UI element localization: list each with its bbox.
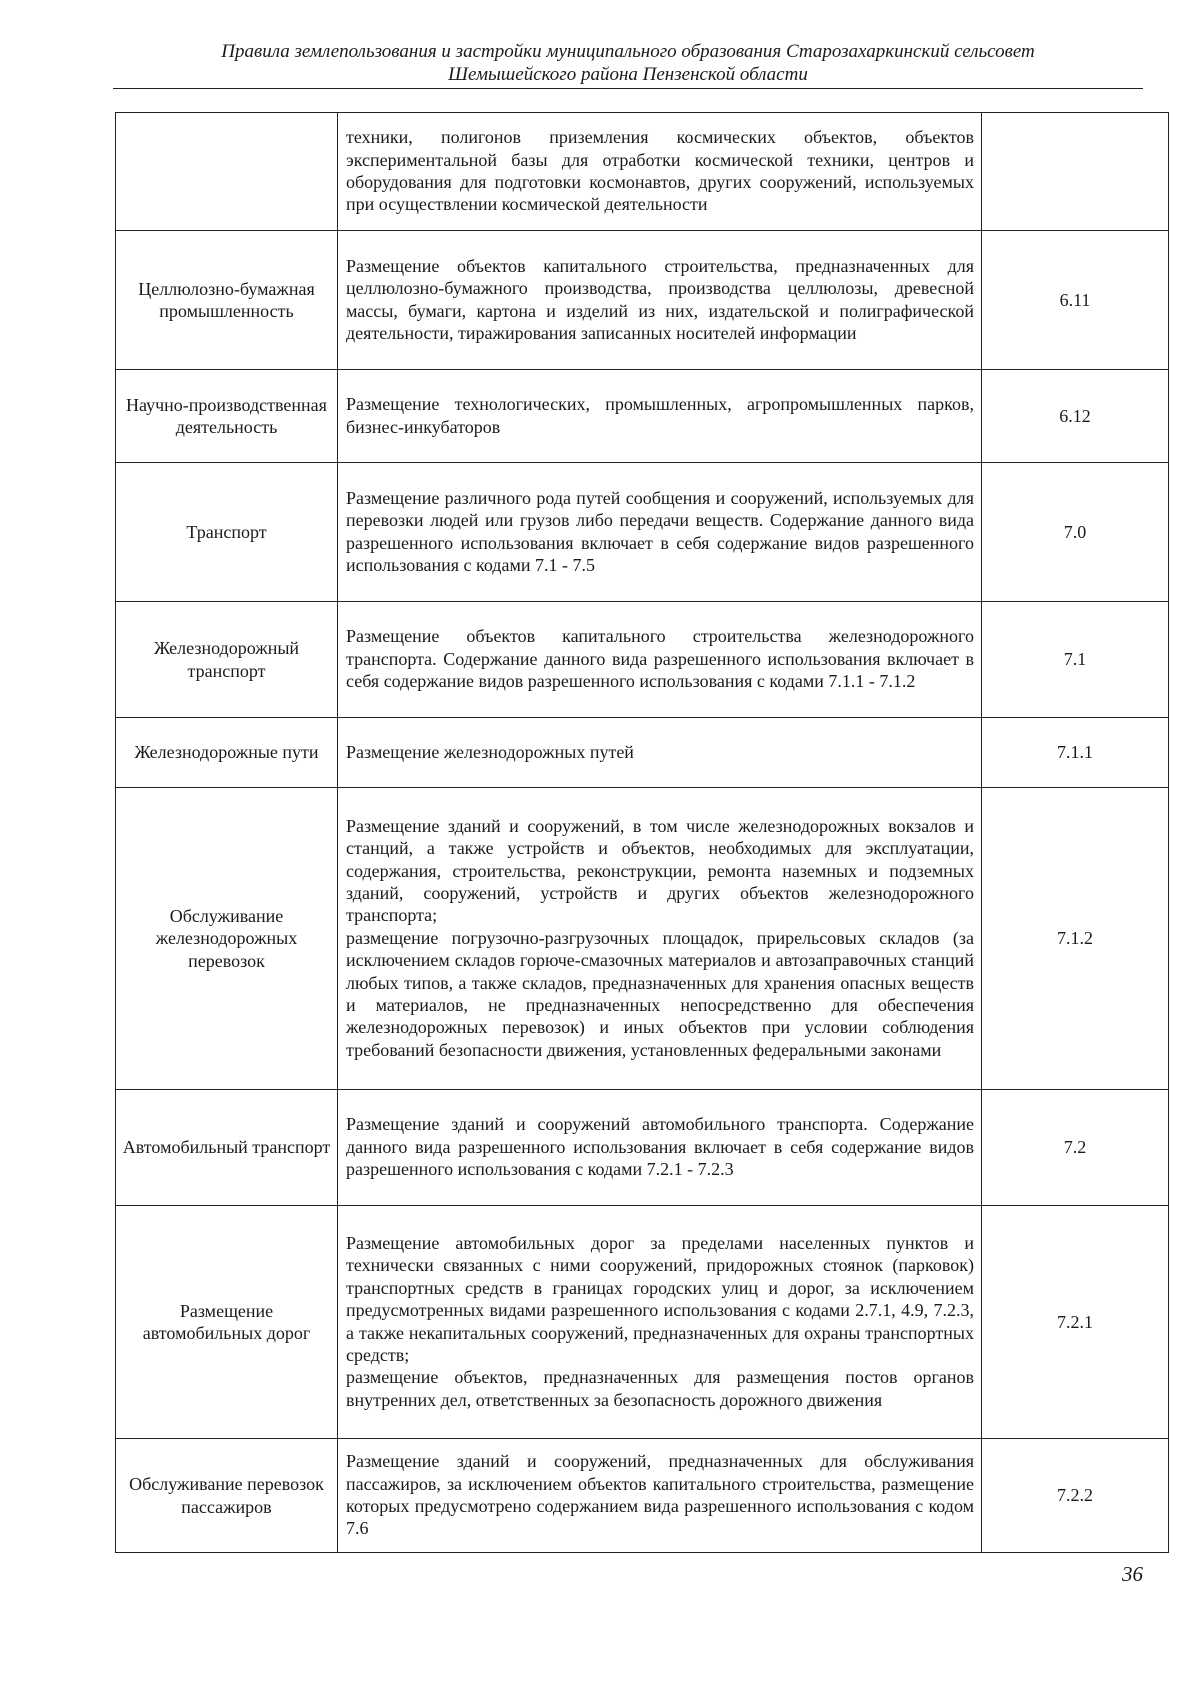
table-row [116,602,1169,718]
use-name-cell: Целлюлозно-бумажная промышленность [116,231,338,370]
use-description-cell [338,788,982,1090]
table-row [116,1206,1169,1439]
table-row [116,1439,1169,1553]
table-row [116,718,1169,788]
use-name-cell: Обслуживание железнодорожных перевозок [116,788,338,1090]
page-number: 36 [1122,1562,1143,1586]
use-description-cell: техники, полигонов приземления космических объектов, объектов экспериментальной базы для отработки космической техники, центров и оборудования для подготовки космонавтов, других сооружений, используемых при осуществлении космической деятельности [338,113,982,231]
use-code-cell: 7.1.2 [982,788,1169,1090]
land-use-table [115,112,1169,1553]
use-description-cell [338,1206,982,1439]
header-rule [113,88,1143,89]
use-name-cell: Обслуживание перевозок пассажиров [116,1439,338,1553]
table-row [116,1090,1169,1206]
use-name-cell: Железнодорожные пути [116,718,338,788]
use-code-cell: 7.2 [982,1090,1169,1206]
use-description-cell: Размещение технологических, промышленных, агропромышленных парков, бизнес-инкубаторов [338,370,982,463]
description-paragraph: размещение объектов, предназначенных для размещения постов органов внутренних дел, ответственных за безопасность дорожного движения [346,1367,974,1410]
use-name-cell: Научно-производственная деятельность [116,370,338,463]
use-name-cell: Железнодорожный транспорт [116,602,338,718]
table-row [116,113,1169,231]
use-code-cell: 7.1 [982,602,1169,718]
use-name-cell: Транспорт [116,463,338,602]
use-code-cell: 7.0 [982,463,1169,602]
description-paragraph: размещение погрузочно-разгрузочных площадок, прирельсовых складов (за исключением складов горюче-смазочных материалов и автозаправочных станций любых типов, а также складов, предназначенных для хранения опасных веществ и материалов, не предназначенных непосредственно для обеспечения железнодорожных перевозок) и иных объектов при условии соблюдения требований безопасности движения, установленных федеральными законами [346,927,974,1060]
use-name-cell: Автомобильный транспорт [116,1090,338,1206]
use-description-cell: Размещение железнодорожных путей [338,718,982,788]
description-paragraph: Размещение автомобильных дорог за пределами населенных пунктов и технически связанных с ними сооружений, придорожных стоянок (парковок) транспортных средств в границах городских улиц и дорог, за исключением предусмотренных видами разрешенного использования с кодами 2.7.1, 4.9, 7.2.3, а также некапитальных сооружений, предназначенных для охраны транспортных средств; [346,1232,974,1365]
use-code-cell: 7.2.1 [982,1206,1169,1439]
table-row [116,231,1169,370]
table-row [116,370,1169,463]
table-row [116,788,1169,1090]
use-description-cell: Размещение объектов капитального строительства железнодорожного транспорта. Содержание данного вида разрешенного использования включает в себя содержание видов разрешенного использования с кодами 7.1.1 - 7.1.2 [338,602,982,718]
use-name-cell: Размещение автомобильных дорог [116,1206,338,1439]
use-code-cell [982,113,1169,231]
use-description-cell: Размещение различного рода путей сообщения и сооружений, используемых для перевозки людей или грузов либо передачи веществ. Содержание данного вида разрешенного использования включает в себя содержание видов разрешенного использования с кодами 7.1 - 7.5 [338,463,982,602]
description-paragraph: Размещение зданий и сооружений, в том числе железнодорожных вокзалов и станций, а также устройств и объектов, необходимых для эксплуатации, содержания, строительства, реконструкции, ремонта наземных и подземных зданий, сооружений, устройств и других объектов железнодорожного транспорта; [346,815,974,926]
use-name-cell [116,113,338,231]
table-row [116,463,1169,602]
running-header [113,40,1143,86]
use-description-cell: Размещение зданий и сооружений, предназначенных для обслуживания пассажиров, за исключением объектов капитального строительства, размещение которых предусмотрено содержанием вида разрешенного использования с кодом 7.6 [338,1439,982,1553]
use-code-cell: 7.1.1 [982,718,1169,788]
use-code-cell: 6.11 [982,231,1169,370]
use-description-cell: Размещение зданий и сооружений автомобильного транспорта. Содержание данного вида разрешенного использования включает в себя содержание видов разрешенного использования с кодами 7.2.1 - 7.2.3 [338,1090,982,1206]
use-description-cell: Размещение объектов капитального строительства, предназначенных для целлюлозно-бумажного производства, производства целлюлозы, древесной массы, бумаги, картона и изделий из них, издательской и полиграфической деятельности, тиражирования записанных носителей информации [338,231,982,370]
use-code-cell: 7.2.2 [982,1439,1169,1553]
header-title-line-2: Шемышейского района Пензенской области [448,64,808,85]
use-code-cell: 6.12 [982,370,1169,463]
header-title-line-1: Правила землепользования и застройки муниципального образования Старозахаркинский сельсовет [221,41,1035,62]
